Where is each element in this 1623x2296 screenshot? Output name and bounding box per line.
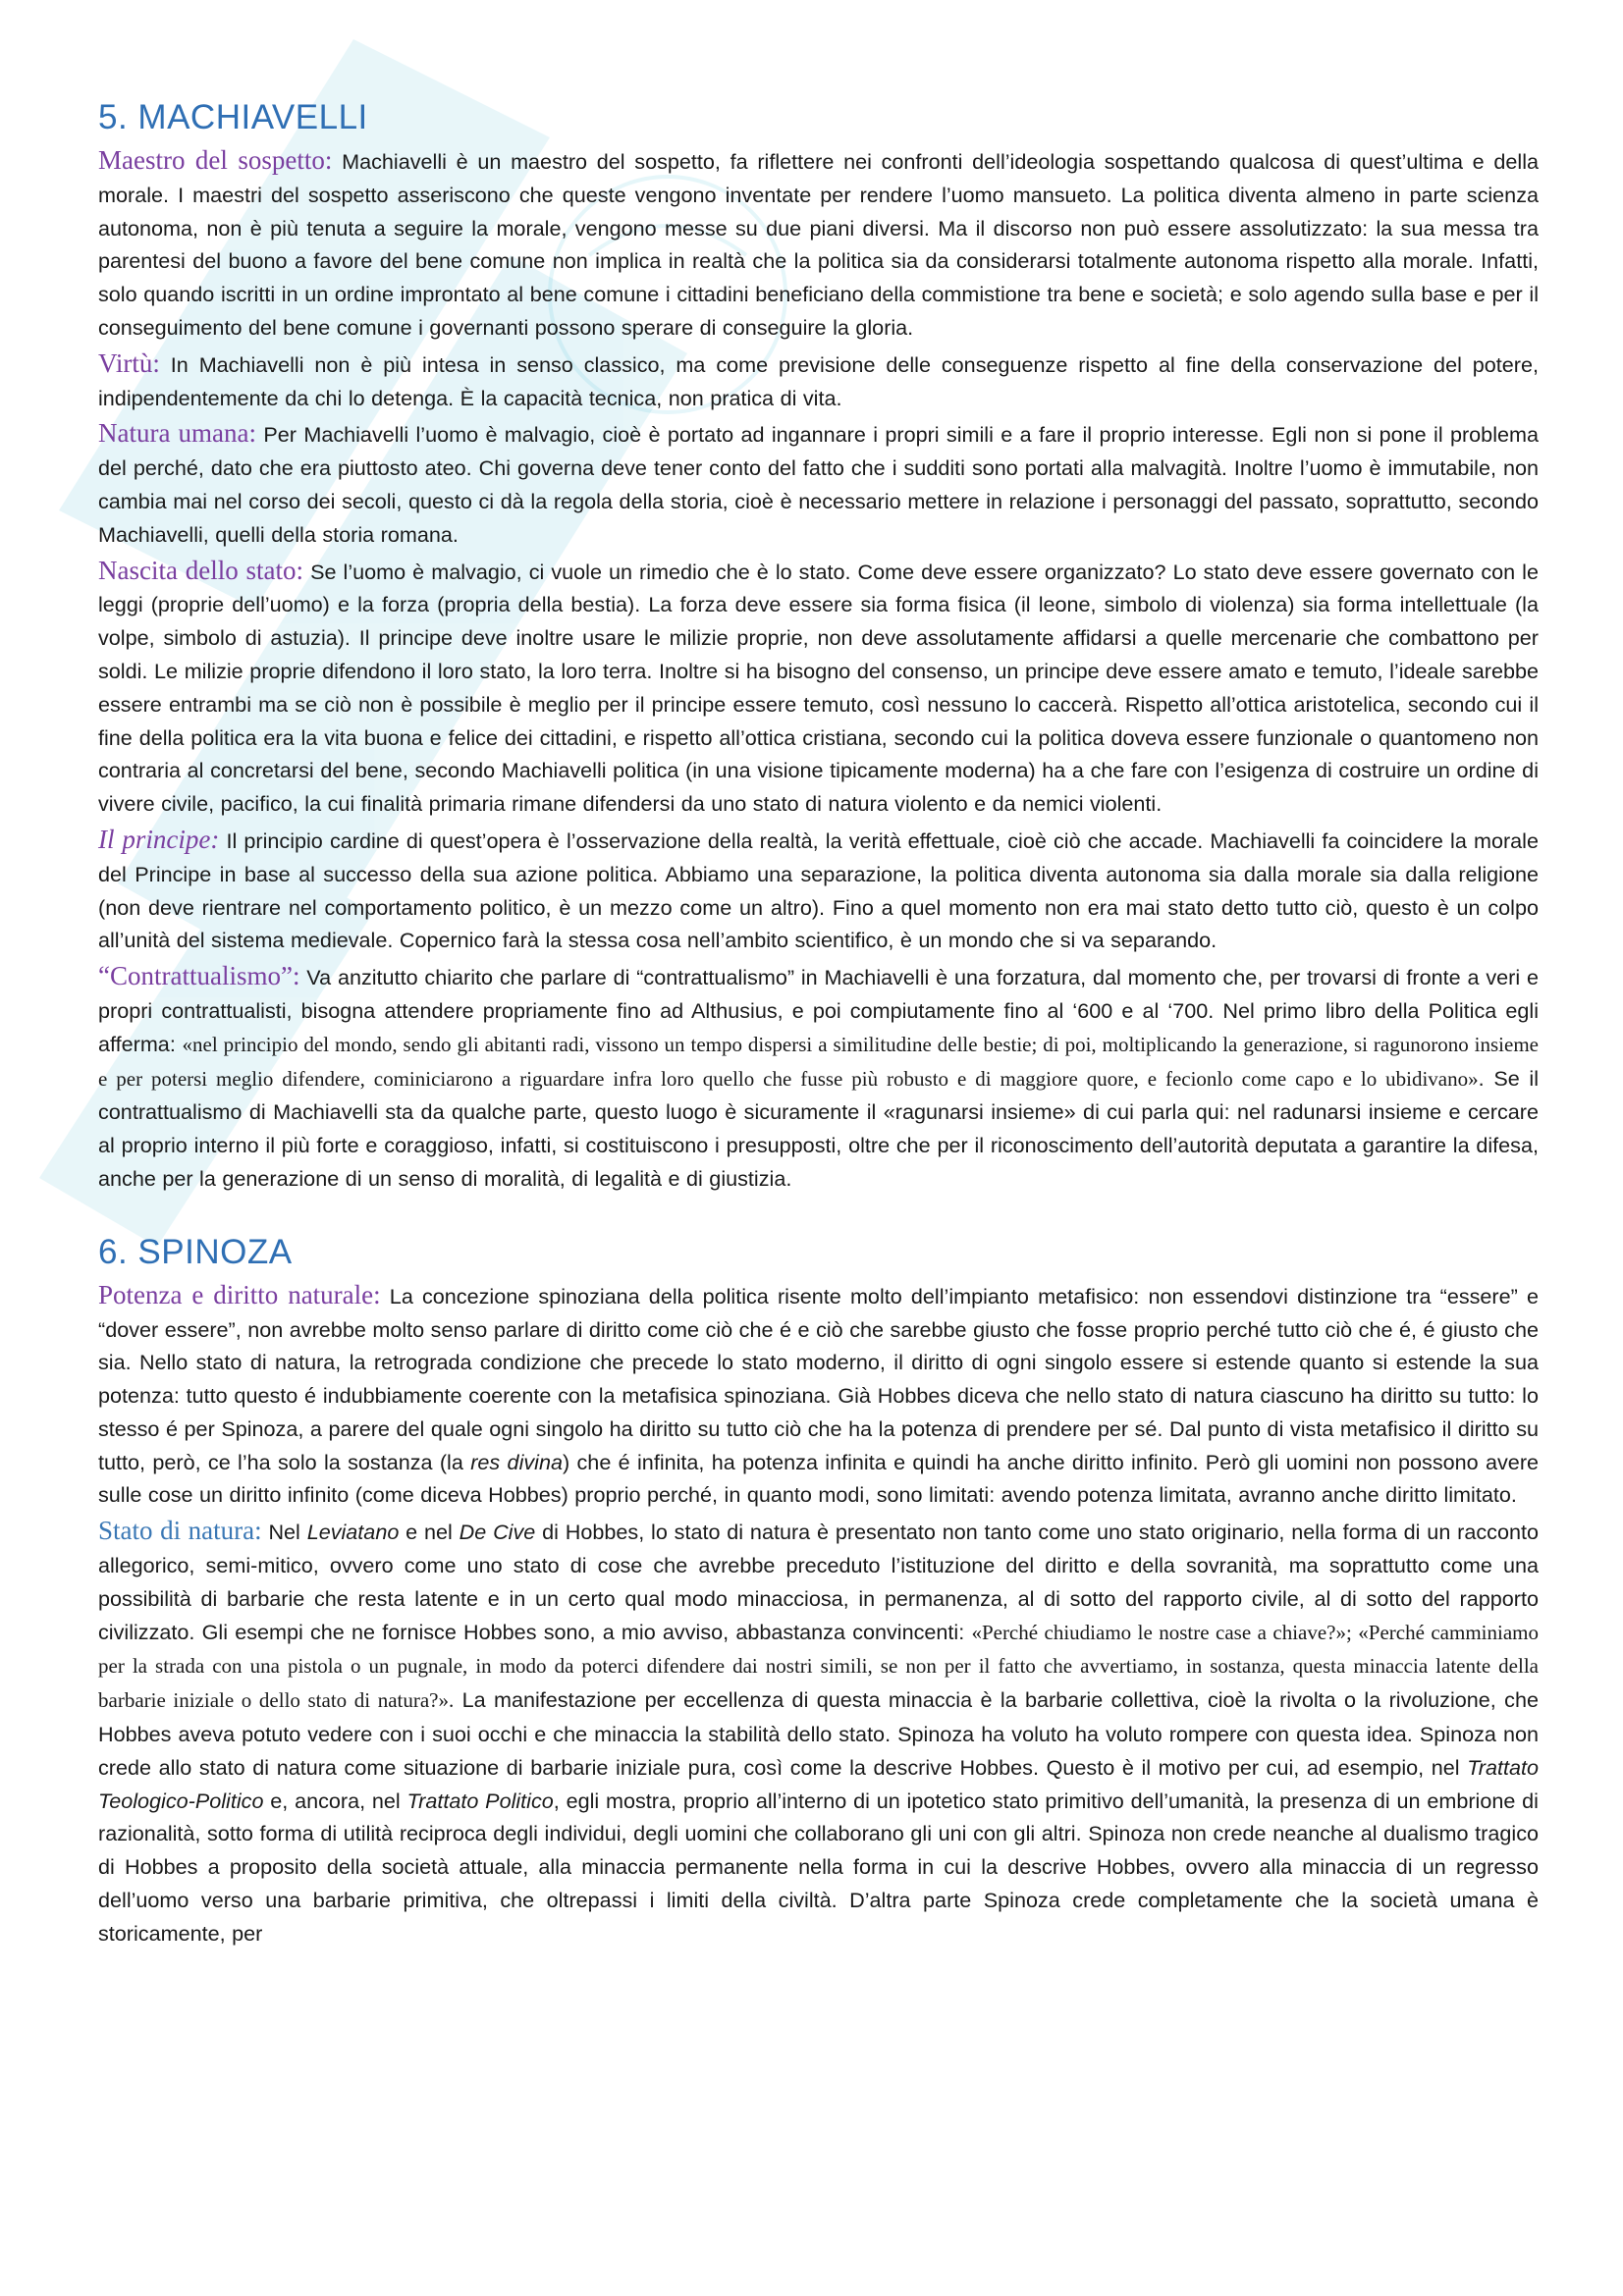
emphasis-de-cive: De Cive <box>459 1520 536 1545</box>
keyword-nascita-dello-stato: Nascita dello stato: <box>98 555 304 585</box>
paragraph-text: ) che é infinita, ha potenza infinita e quindi ha anche diritto infinito. Però gli uomini non possono avere sulle cose un diritto infinito (come diceva Hobbes) proprio perché, in quanto modi, sono limitati: avendo potenza limitata, avranno anche diritto limitato. <box>98 1449 1540 1508</box>
paragraph-nascita-dello-stato <box>98 556 1539 821</box>
paragraph-natura-umana <box>98 418 1539 551</box>
emphasis-leviatano: Leviatano <box>306 1520 400 1545</box>
paragraph-text: La manifestazione per eccellenza di questa minaccia è la barbarie collettiva, cioè la rivolta o la rivoluzione, che Hobbes aveva potuto vedere con i suoi occhi e che minaccia la stabilità dello stato. Spinoza ha voluto ha voluto rompere con questa idea. Spinoza non crede allo stato di natura come situazione di barbarie iniziale pura, così come la descrive Hobbes. Questo è il motivo per cui, ad esempio, nel <box>98 1687 1539 1780</box>
paragraph-maestro-del-sospetto <box>98 145 1539 345</box>
paragraph-text: Il principio cardine di quest’opera è l’osservazione della realtà, la verità effettuale, cioè ciò che accade. Machiavelli fa coincidere la morale del Principe in base al successo della sua azione politica. Abbiamo una separazione, la politica diventa autonoma sia dalla morale sia dalla religione (non deve rientrare nel comportamento politico, è un mezzo come un altro). Fino a quel momento non era mai stato detto tutto ciò, questo è un colpo all’unità del sistema medievale. Copernico farà la stessa cosa nell’ambito scientifico, è un mondo che si va separando. <box>98 828 1539 953</box>
keyword-natura-umana: Natura umana: <box>98 418 257 449</box>
paragraph-potenza-e-diritto-naturale <box>98 1280 1539 1513</box>
paragraph-text: e, ancora, nel <box>263 1788 407 1813</box>
paragraph-virtu <box>98 348 1539 415</box>
paragraph-contrattualismo <box>98 961 1539 1196</box>
paragraph-stato-di-natura <box>98 1516 1539 1949</box>
paragraph-text: e nel <box>399 1520 460 1545</box>
paragraph-text: , egli mostra, proprio all’interno di un ipotetico stato primitivo dell’umanità, la presenza di un embrione di razionalità, sotto forma di utilità reciproca degli individui, degli uomini che collaborano gli uni con gli altri. Spinoza non crede neanche al dualismo tragico di Hobbes a proposito della società attuale, alla minaccia permanente nella forma in cui la descrive Hobbes, ovvero alla minaccia di un regresso dell’uomo verso una barbarie primitiva, che oltrepassi i limiti della civiltà. D’altra parte Spinoza crede completamente che la società umana è storicamente, per <box>98 1788 1539 1946</box>
paragraph-text: Se l’uomo è malvagio, ci vuole un rimedio che è lo stato. Come deve essere organizzato? Lo stato deve essere governato con le leggi (proprie dell’uomo) e la forza (propria della bestia). La forza deve essere sia forma fisica (il leone, simbolo di violenza) sia forma intellettuale (la volpe, simbolo di astuzia). Il principe deve inoltre usare le milizie proprie, non deve assolutamente affidarsi a quelle mercenarie che combattono per soldi. Le milizie proprie difendono il loro stato, la loro terra. Inoltre si ha bisogno del consenso, un principe deve essere amato e temuto, l’ideale sarebbe essere entrambi ma se ciò non è possibile è meglio per il principe essere temuto, così nessuno lo caccerà. Rispetto all’ottica aristotelica, secondo cui il fine della politica era la vita buona e felice dei cittadini, e rispetto all’ottica cristiana, secondo cui la politica doveva essere funzionale o quantomeno non contraria al concretarsi del bene, secondo Machiavelli politica (in una visione tipicamente moderna) ha a che fare con l’esigenza di costruire un ordine di vivere civile, pacifico, la cui finalità primaria rimane difendersi da uno stato di natura violento e da nemici violenti. <box>98 559 1539 817</box>
keyword-stato-di-natura: Stato di natura: <box>98 1516 262 1546</box>
paragraph-text: In Machiavelli non è più intesa in senso classico, ma come previsione delle conseguenze rispetto al fine della conservazione del potere, indipendentemente da chi lo detenga. È la capacità tecnica, non pratica di vita. <box>98 351 1539 410</box>
keyword-virtu: Virtù: <box>98 347 160 378</box>
paragraph-text: Machiavelli è un maestro del sospetto, fa riflettere nei confronti dell’ideologia sospettando qualcosa di quest’ultima e della morale. I maestri del sospetto asseriscono che queste vengono inventate per rendere l’uomo mansueto. La politica diventa almeno in parte scienza autonoma, non è più tenuta a seguire la morale, vengono messe su due piani diversi. Ma il discorso non può essere assolutizzato: la sua messa tra parentesi del buono a favore del bene comune non implica in realtà che la politica sia da considerarsi totalmente autonoma rispetto alla morale. Infatti, solo quando iscritti in un ordine improntato al bene comune i cittadini beneficiano della commistione tra bene e società; e solo agendo sulla base e per il conseguimento del bene comune i governanti possono sperare di conseguire la gloria. <box>98 149 1540 340</box>
emphasis-trattato-teologico-politico: Trattato Teologico-Politico <box>98 1754 1539 1813</box>
paragraph-text: di Hobbes, lo stato di natura è presentato non tanto come uno stato originario, nella forma di un racconto allegorico, semi-mitico, ovvero come uno stato di cose che avrebbe preceduto l’istituzione del diritto e della sovranità, ma soprattutto come una possibilità di barbarie che resta latente e in un certo qual modo minacciosa, in permanenza, al di sotto del rapporto civile, al di sotto del rapporto civilizzato. Gli esempi che ne fornisce Hobbes sono, a mio avviso, abbastanza convincenti: <box>98 1520 1539 1644</box>
section-title-machiavelli: 5. MACHIAVELLI <box>98 98 368 136</box>
keyword-contrattualismo: “Contrattualismo”: <box>98 961 300 991</box>
quotation: «Perché chiudiamo le nostre case a chiave?»; «Perché camminiamo per la strada con una pistola o un pugnale, in modo da poterci difendere dai nostri simili, se non per il fatto che avvertiamo, in sostanza, questa minaccia latente della barbarie iniziale o dello stato di natura?». <box>98 1620 1539 1713</box>
keyword-potenza-e-diritto-naturale: Potenza e diritto naturale: <box>98 1279 381 1309</box>
emphasis-res-divina: res divina <box>470 1449 563 1474</box>
quotation: «nel principio del mondo, sendo gli abitanti radi, vissono un tempo dispersi a similitudine delle bestie; di poi, moltiplicando la generazione, si ragunorono insieme e per potersi meglio difendere, cominiciarono a riguardare infra loro quello che fusse più robusto e di maggiore quore, e fecionlo come capo e lo ubidivano» <box>98 1032 1539 1091</box>
section-title-spinoza: 6. SPINOZA <box>98 1232 293 1271</box>
emphasis-trattato-politico: Trattato Politico <box>406 1788 554 1813</box>
paragraph-il-principe <box>98 825 1539 957</box>
paragraph-text: Nel <box>261 1520 307 1545</box>
keyword-il-principe: Il principe: <box>98 824 220 854</box>
paragraph-text: . Se il contrattualismo di Machiavelli sta da qualche parte, questo luogo è sicuramente il «ragunarsi insieme» di cui parla qui: nel radunarsi insieme e cercare al proprio interno il più forte e coraggioso, infatti, si costituiscono i presupposti, oltre che per il riconoscimento dell’autorità deputata a garantire la difesa, anche per la generazione di un senso di moralità, di legalità e di giustizia. <box>98 1065 1539 1191</box>
paragraph-text: La concezione spinoziana della politica risente molto dell’impianto metafisico: non essendovi distinzione tra “essere” e “dover essere”, non avrebbe molto senso parlare di diritto come ciò che é e ciò che sarebbe giusto che fosse proprio perché tutto ciò che é, é giusto che sia. Nello stato di natura, la retrograda condizione che precede lo stato moderno, il diritto di ogni singolo essere si estende quanto si estende la sua potenza: tutto questo é indubbiamente coerente con la metafisica spinoziana. Già Hobbes diceva che nello stato di natura ciascuno ha diritto su tutto: lo stesso é per Spinoza, a parere del quale ogni singolo ha diritto su tutto ciò che ha la potenza di prendere per sé. Dal punto di vista metafisico il diritto su tutto, però, ce l’ha solo la sostanza (la <box>98 1283 1539 1474</box>
paragraph-text: Va anzitutto chiarito che parlare di “contrattualismo” in Machiavelli è una forzatura, dal momento che, per trovarsi di fronte a veri e propri contrattualisti, bisogna attendere propriamente fino ad Althusius, e poi compiutamente fino al ‘600 e al ‘700. Nel primo libro della Politica egli afferma: <box>98 965 1539 1056</box>
keyword-maestro-del-sospetto: Maestro del sospetto: <box>98 145 333 175</box>
paragraph-text: Per Machiavelli l’uomo è malvagio, cioè è portato ad ingannare i propri simili e a fare il proprio interesse. Egli non si pone il problema del perché, dato che era piuttosto ateo. Chi governa deve tener conto del fatto che i sudditi sono portati alla malvagità. Inoltre l’uomo è immutabile, non cambia mai nel corso dei secoli, questo ci dà la regola della storia, cioè è necessario mettere in relazione i personaggi del passato, soprattutto, secondo Machiavelli, quelli della storia romana. <box>98 422 1539 547</box>
